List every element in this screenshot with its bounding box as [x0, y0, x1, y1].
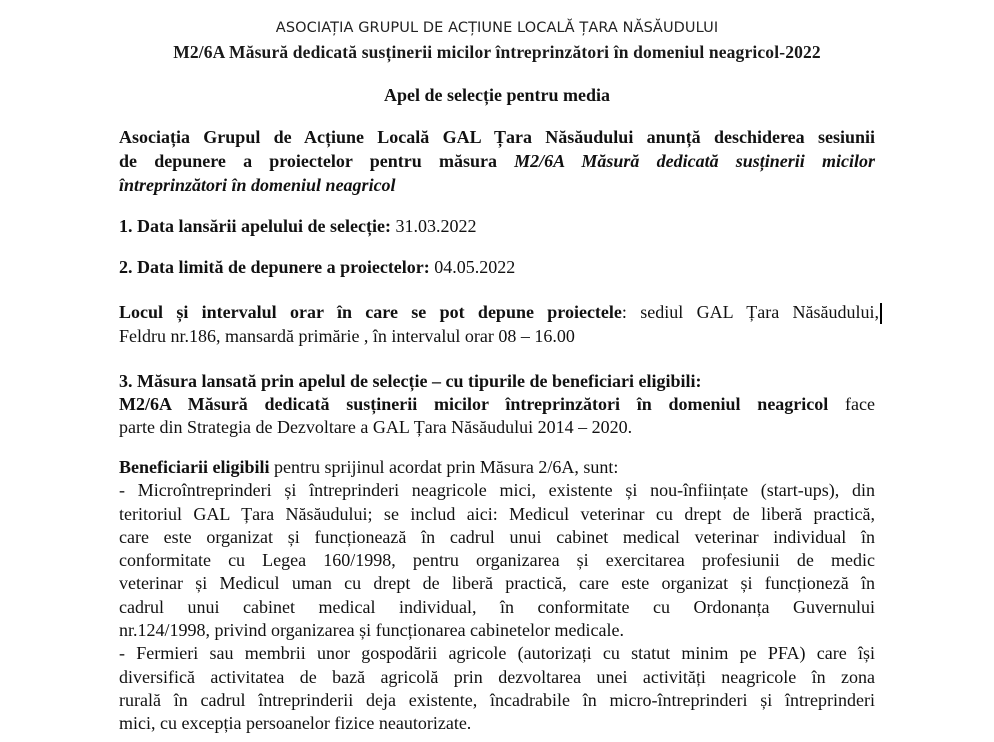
location-line-1	[119, 300, 879, 324]
beneficiaries-line: nr.124/1998, privind organizarea și funcționarea cabinetelor medicale.	[119, 620, 624, 641]
launch-date-label: 1. Data lansării apelului de selecție:	[119, 216, 391, 236]
beneficiaries-line: - Microîntreprinderi și întreprinderi neagricole mici, existente și nou-înființate (start-ups), din	[119, 480, 875, 501]
location-value: : sediul GAL Țara Năsăudului,	[621, 302, 880, 322]
beneficiaries-line: cadrul unui cabinet medical individual, în conformitate cu Ordonanța Guvernului	[119, 596, 875, 617]
beneficiaries-line: mici, cu excepția persoanelor fizice neautorizate.	[119, 713, 472, 734]
beneficiaries-section	[119, 456, 875, 736]
beneficiaries-intro-rest: pentru sprijinul acordat prin Măsura 2/6A, sunt:	[269, 457, 619, 477]
intro-line-1: Asociația Grupul de Acțiune Locală GAL Țara Năsăudului anunță deschiderea sesiunii	[119, 127, 875, 147]
measure-section	[119, 370, 875, 439]
measure-header: M2/6A Măsură dedicată susținerii micilor întreprinzători în domeniul neagricol-2022	[173, 42, 821, 62]
beneficiaries-intro	[119, 456, 875, 479]
measure-section-line-2	[119, 393, 875, 416]
intro-italic-text: M2/6A Măsură dedicată susținerii micilor	[514, 151, 875, 171]
location-label: Locul și intervalul orar în care se pot depune proiectele	[119, 302, 622, 322]
location-line-2: Feldru nr.186, mansardă primărie , în intervalul orar 08 – 16.00	[119, 326, 575, 346]
location-paragraph	[119, 300, 879, 348]
beneficiaries-label: Beneficiarii eligibili	[119, 457, 270, 477]
deadline-value: 04.05.2022	[429, 257, 516, 277]
intro-bold-text: de depunere a proiectelor pentru măsura	[119, 151, 515, 171]
measure-rest: face	[828, 394, 876, 414]
beneficiaries-line: teritoriul GAL Țara Năsăudului; se includ aici: Medicul veterinar cu drept de liberă practică,	[119, 503, 875, 524]
intro-line-3: întreprinzători în domeniul neagricol	[119, 175, 396, 195]
deadline-item	[119, 255, 875, 279]
launch-date-value: 31.03.2022	[390, 216, 477, 236]
beneficiaries-line: - Fermieri sau membrii unor gospodării agricole (autorizați cu statut minim pe PFA) care își	[119, 643, 875, 664]
measure-section-line-3: parte din Strategia de Dezvoltare a GAL Țara Năsăudului 2014 – 2020.	[119, 417, 633, 437]
text-cursor	[880, 303, 882, 324]
measure-name: M2/6A Măsură dedicată susținerii micilor întreprinzători în domeniul neagricol	[119, 394, 829, 414]
beneficiaries-line: care este organizat și funcționează în cadrul unui cabinet medical veterinar individual în	[119, 526, 875, 547]
beneficiaries-line: diversifică activitatea de bază agricolă prin dezvoltarea unei activități neagricole în zona	[119, 666, 875, 687]
intro-line-2	[119, 149, 875, 173]
beneficiaries-line: conformitate cu Legea 160/1998, pentru organizarea și exercitarea profesiunii de medic	[119, 550, 875, 571]
organization-header: ASOCIAȚIA GRUPUL DE ACȚIUNE LOCALĂ ȚARA NĂSĂUDULUI	[275, 20, 719, 36]
intro-paragraph	[119, 125, 875, 197]
measure-section-heading: 3. Măsura lansată prin apelul de selecție – cu tipurile de beneficiari eligibili:	[119, 371, 702, 391]
beneficiaries-line: rurală în cadrul întreprinderii deja existente, încadrabile în micro-întreprinderi și întreprinderi	[119, 689, 875, 710]
launch-date-item	[119, 214, 875, 238]
beneficiaries-line: veterinar și Medicul uman cu drept de liberă practică, care este organizat și funcționeză în	[119, 573, 875, 594]
deadline-label: 2. Data limită de depunere a proiectelor:	[119, 257, 430, 277]
document-title: Apel de selecție pentru media	[384, 85, 610, 105]
